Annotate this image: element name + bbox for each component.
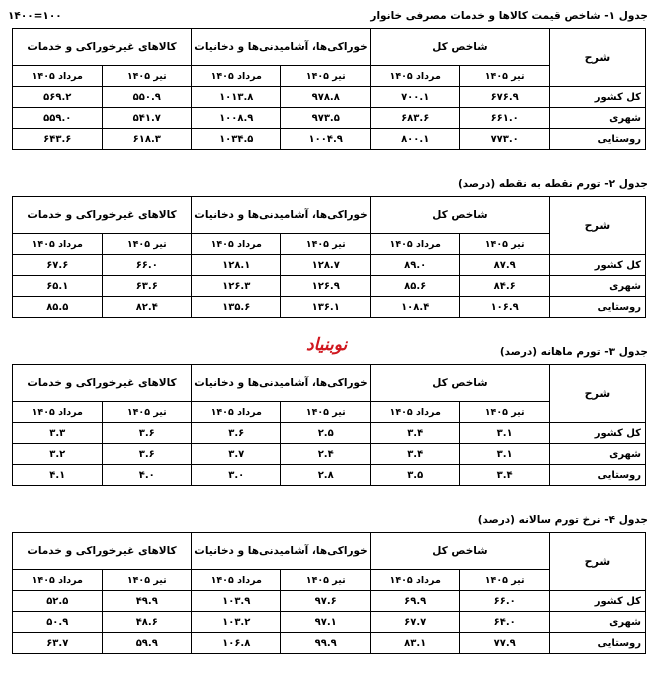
row-label: روستایی [549,129,645,150]
table-row [13,444,646,465]
table-cell: ۶۸۳.۶ [370,108,459,129]
table-cell: ۸۰۰.۱ [370,129,459,150]
header-month: تیر ۱۴۰۵ [102,402,191,423]
header-group: کالاهای غیرخوراکی و خدمات [13,197,192,234]
table-cell: ۳.۶ [192,423,281,444]
table-cell: ۱۲۸.۱ [192,255,281,276]
header-month: مرداد ۱۴۰۵ [370,234,459,255]
header-month: تیر ۱۴۰۵ [460,234,549,255]
table-cell: ۷۷۳.۰ [460,129,549,150]
header-month: مرداد ۱۴۰۵ [13,66,103,87]
row-label: روستایی [549,465,645,486]
header-month: تیر ۱۴۰۵ [460,570,549,591]
table-cell: ۹۷.۱ [281,612,370,633]
table-row [13,87,646,108]
row-label: شهری [549,108,645,129]
data-table [12,364,646,486]
table-cell: ۶۶.۰ [102,255,191,276]
table-cell: ۹۹.۹ [281,633,370,654]
table-cell: ۶۶۱.۰ [460,108,549,129]
table-cell: ۶۷.۶ [13,255,103,276]
table-cell: ۵۶۹.۲ [13,87,103,108]
row-label: روستایی [549,633,645,654]
table-cell: ۹۷۸.۸ [281,87,370,108]
header-group: خوراکی‌ها، آشامیدنی‌ها و دخانیات [192,197,371,234]
table-row [13,255,646,276]
data-table [12,196,646,318]
table-cell: ۶۶.۰ [460,591,549,612]
header-month: مرداد ۱۴۰۵ [192,234,281,255]
table-cell: ۱۰۱۳.۸ [192,87,281,108]
header-month: مرداد ۱۴۰۵ [13,570,103,591]
table-cell: ۷۰۰.۱ [370,87,459,108]
table-cell: ۹۷۳.۵ [281,108,370,129]
row-label: روستایی [549,297,645,318]
table-cell: ۳.۱ [460,423,549,444]
table-row [13,108,646,129]
table-cell: ۴۸.۶ [102,612,191,633]
data-table [12,28,646,150]
table-row [13,129,646,150]
table-row [13,423,646,444]
header-sharh: شرح [549,197,645,255]
header-group: شاخص کل [370,533,549,570]
header-month: تیر ۱۴۰۵ [102,570,191,591]
table-cell: ۱۰۳۴.۵ [192,129,281,150]
table-cell: ۸۹.۰ [370,255,459,276]
table-cell: ۶۹.۹ [370,591,459,612]
table-cell: ۵۲.۵ [13,591,103,612]
table-cell: ۳.۷ [192,444,281,465]
header-month: مرداد ۱۴۰۵ [13,402,103,423]
table-cell: ۸۴.۶ [460,276,549,297]
table-cell: ۱۰۶.۹ [460,297,549,318]
table-cell: ۳.۲ [13,444,103,465]
header-month: تیر ۱۴۰۵ [460,66,549,87]
table-cell: ۳.۴ [370,444,459,465]
header-group: خوراکی‌ها، آشامیدنی‌ها و دخانیات [192,365,371,402]
table-row [13,276,646,297]
table-title: جدول ۲- تورم نقطه به نقطه (درصد) [457,178,648,190]
table-cell: ۱۰۳.۹ [192,591,281,612]
header-group: شاخص کل [370,197,549,234]
table-cell: ۶۳.۶ [102,276,191,297]
table-cell: ۲.۵ [281,423,370,444]
table-cell: ۴.۱ [13,465,103,486]
table-cell: ۴۹.۹ [102,591,191,612]
header-month: مرداد ۱۴۰۵ [370,570,459,591]
table-cell: ۱۰۰۴.۹ [281,129,370,150]
row-label: کل کشور [549,423,645,444]
table-cell: ۹۷.۶ [281,591,370,612]
table-cell: ۱۲۶.۳ [192,276,281,297]
table-row [13,465,646,486]
table-cell: ۶۵.۱ [13,276,103,297]
table-cell: ۱۲۸.۷ [281,255,370,276]
header-month: تیر ۱۴۰۵ [102,66,191,87]
table-cell: ۷۷.۹ [460,633,549,654]
table-cell: ۸۵.۶ [370,276,459,297]
table-cell: ۶۳.۷ [13,633,103,654]
table-cell: ۸۳.۱ [370,633,459,654]
table-row [13,591,646,612]
table-cell: ۶۱۸.۳ [102,129,191,150]
table-cell: ۶۷۶.۹ [460,87,549,108]
header-month: مرداد ۱۴۰۵ [370,402,459,423]
table-cell: ۱۲۶.۹ [281,276,370,297]
table-cell: ۱۰۳.۲ [192,612,281,633]
table-cell: ۳.۱ [460,444,549,465]
row-label: شهری [549,276,645,297]
header-group: خوراکی‌ها، آشامیدنی‌ها و دخانیات [192,29,371,66]
row-label: کل کشور [549,255,645,276]
table-cell: ۴.۰ [102,465,191,486]
header-month: تیر ۱۴۰۵ [281,66,370,87]
table-cell: ۱۰۶.۸ [192,633,281,654]
table-cell: ۵۵۹.۰ [13,108,103,129]
header-group: کالاهای غیرخوراکی و خدمات [13,29,192,66]
header-group: خوراکی‌ها، آشامیدنی‌ها و دخانیات [192,533,371,570]
row-label: شهری [549,444,645,465]
header-group: کالاهای غیرخوراکی و خدمات [13,365,192,402]
header-group: شاخص کل [370,29,549,66]
table-cell: ۱۳۶.۱ [281,297,370,318]
row-label: کل کشور [549,87,645,108]
header-month: مرداد ۱۴۰۵ [13,234,103,255]
table-cell: ۳.۰ [192,465,281,486]
table-title: جدول ۴- نرخ تورم سالانه (درصد) [477,514,648,526]
header-month: تیر ۱۴۰۵ [281,570,370,591]
table-cell: ۵۵۰.۹ [102,87,191,108]
table-cell: ۸۷.۹ [460,255,549,276]
header-sharh: شرح [549,365,645,423]
header-month: مرداد ۱۴۰۵ [192,570,281,591]
table-row [13,633,646,654]
table-cell: ۸۵.۵ [13,297,103,318]
base-year-label: ۱۴۰۰=۱۰۰ [8,10,62,22]
table-cell: ۵۰.۹ [13,612,103,633]
table-cell: ۱۰۰۸.۹ [192,108,281,129]
table-cell: ۲.۸ [281,465,370,486]
table-row [13,297,646,318]
header-group: شاخص کل [370,365,549,402]
table-cell: ۳.۳ [13,423,103,444]
row-label: شهری [549,612,645,633]
header-month: مرداد ۱۴۰۵ [192,66,281,87]
header-month: تیر ۱۴۰۵ [281,402,370,423]
table-title: جدول ۱- شاخص قیمت کالاها و خدمات مصرفی خانوار [370,10,648,22]
table-cell: ۳.۵ [370,465,459,486]
table-cell: ۳.۴ [460,465,549,486]
table-cell: ۶۷.۷ [370,612,459,633]
table-cell: ۶۴۳.۶ [13,129,103,150]
data-table [12,532,646,654]
header-sharh: شرح [549,29,645,87]
table-title: جدول ۳- تورم ماهانه (درصد) [499,346,648,358]
header-month: مرداد ۱۴۰۵ [192,402,281,423]
table-cell: ۳.۶ [102,444,191,465]
table-cell: ۵۴۱.۷ [102,108,191,129]
table-cell: ۶۴.۰ [460,612,549,633]
table-cell: ۵۹.۹ [102,633,191,654]
header-month: تیر ۱۴۰۵ [281,234,370,255]
table-cell: ۱۳۵.۶ [192,297,281,318]
table-cell: ۸۲.۴ [102,297,191,318]
header-month: تیر ۱۴۰۵ [102,234,191,255]
header-group: کالاهای غیرخوراکی و خدمات [13,533,192,570]
brand-logo: نوبنياد [306,335,348,355]
header-month: مرداد ۱۴۰۵ [370,66,459,87]
table-cell: ۳.۶ [102,423,191,444]
table-row [13,612,646,633]
table-cell: ۳.۴ [370,423,459,444]
row-label: کل کشور [549,591,645,612]
table-cell: ۲.۴ [281,444,370,465]
header-month: تیر ۱۴۰۵ [460,402,549,423]
header-sharh: شرح [549,533,645,591]
table-cell: ۱۰۸.۴ [370,297,459,318]
